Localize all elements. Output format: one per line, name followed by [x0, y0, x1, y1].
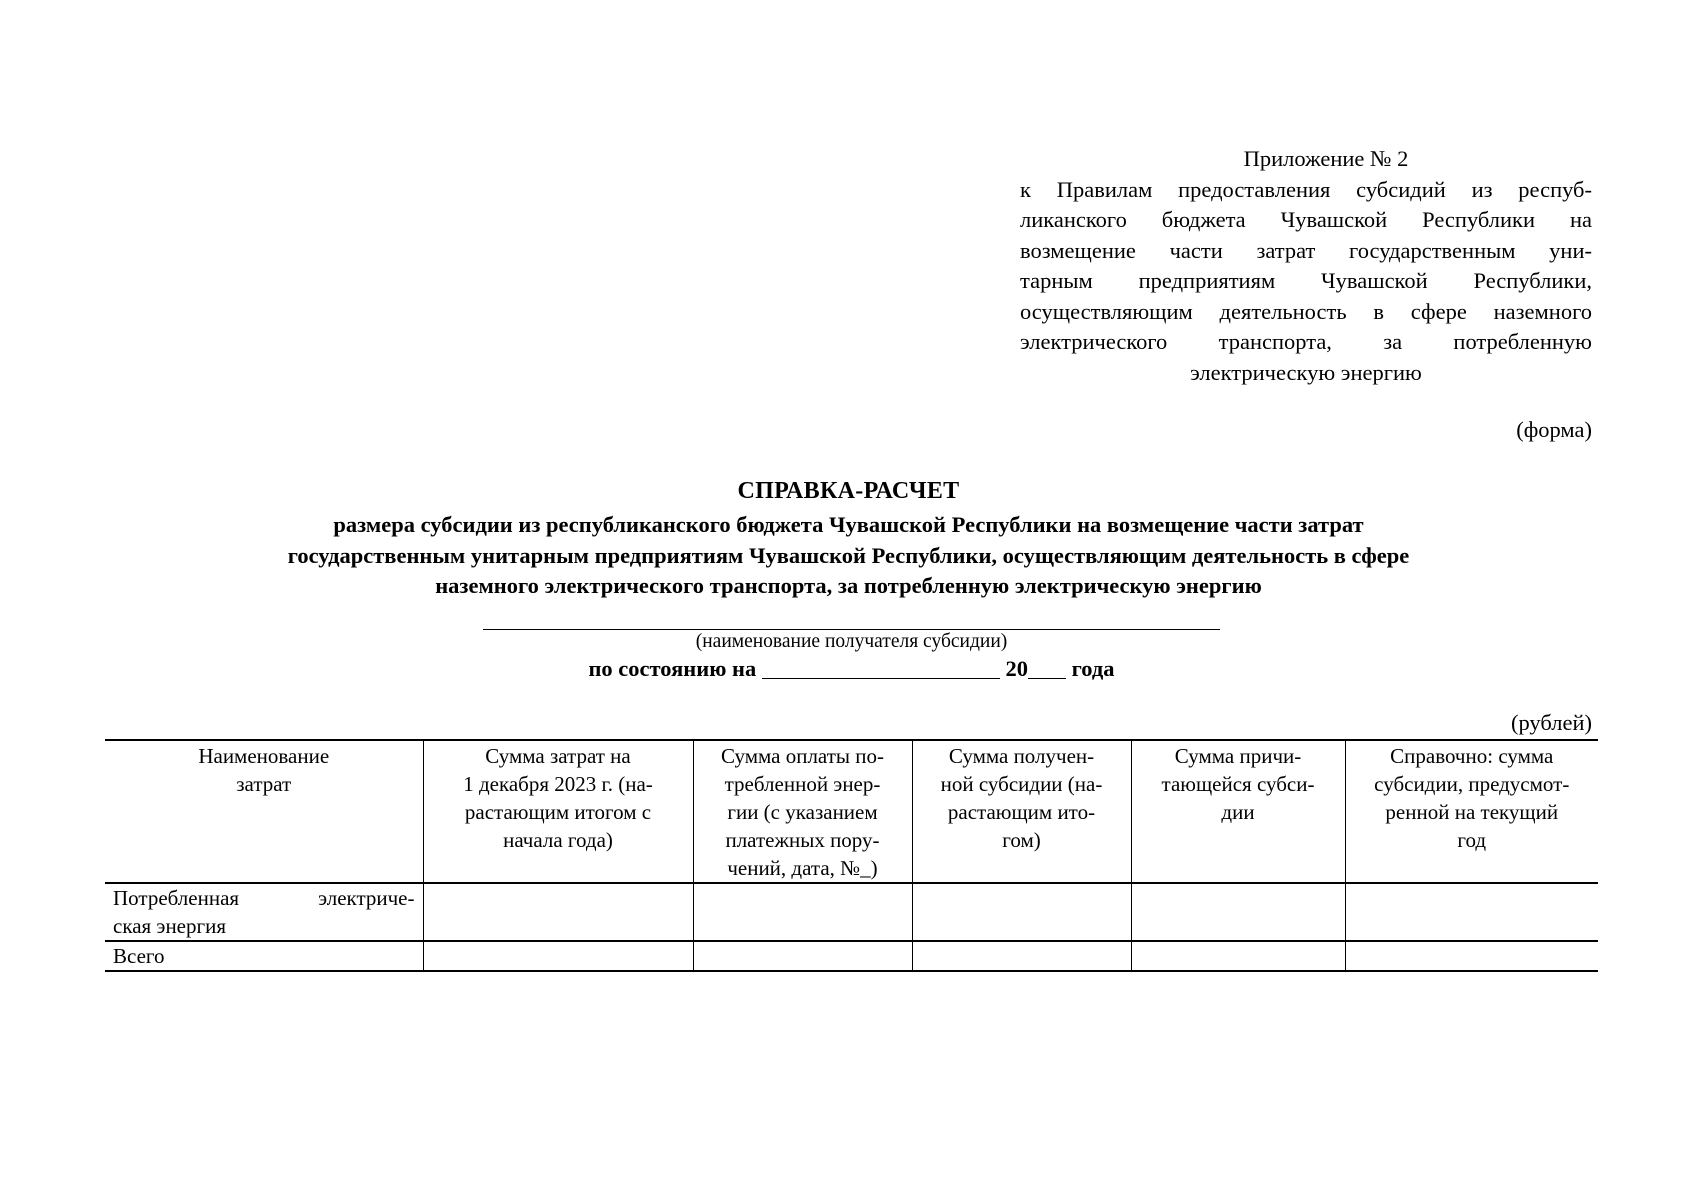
appendix-line: осуществляющим деятельность в сфере наземного — [1020, 298, 1592, 324]
header-line: требленной энер- — [724, 772, 881, 796]
row-label-line: Всего — [113, 944, 165, 968]
table-cell[interactable] — [1345, 883, 1598, 941]
status-suffix: года — [1071, 656, 1115, 681]
year-field[interactable] — [1028, 656, 1066, 679]
appendix-line: электрическую энергию — [1190, 359, 1422, 385]
header-line: платежных пору- — [725, 828, 880, 852]
header-line: начала года) — [503, 828, 613, 852]
column-header — [1131, 740, 1345, 883]
table-cell[interactable] — [1345, 941, 1598, 971]
appendix-line: электрического транспорта, за потребленную — [1020, 329, 1592, 354]
table-cell[interactable] — [693, 883, 912, 941]
header-line: Сумма оплаты по- — [721, 744, 884, 768]
year-prefix: 20 — [1005, 656, 1028, 681]
subtitle-line: размера субсидии из республиканского бюджета Чувашской Республики на возмещение части затрат — [333, 512, 1364, 537]
header-line: гии (с указанием — [727, 800, 878, 824]
header-line: растающим итогом с — [464, 800, 652, 824]
row-label-line: Потребленная электриче- — [113, 886, 415, 910]
status-prefix: по состоянию на — [588, 656, 757, 681]
table-header-row — [105, 740, 1598, 883]
appendix-block — [1020, 144, 1592, 388]
table-cell[interactable] — [693, 941, 912, 971]
table-row-total — [105, 941, 1598, 971]
header-line: ренной на текущий — [1385, 800, 1559, 824]
appendix-title: Приложение № 2 — [1243, 146, 1409, 171]
cost-table — [105, 739, 1598, 972]
header-line: Справочно: сумма — [1390, 744, 1554, 768]
table-cell[interactable] — [423, 883, 693, 941]
row-label-cell — [105, 883, 423, 941]
header-line: затрат — [236, 772, 292, 796]
document-subtitle — [150, 510, 1547, 602]
table-row — [105, 883, 1598, 941]
appendix-line: к Правилам предоставления субсидий из респуб- — [1020, 176, 1592, 202]
header-line: растающим ито- — [947, 800, 1096, 824]
header-line: гом) — [1002, 828, 1041, 852]
subtitle-line: государственным унитарным предприятиям Чувашской Республики, осуществляющим деятельность в сфере — [287, 542, 1410, 568]
table-cell[interactable] — [912, 883, 1131, 941]
header-line: 1 декабря 2023 г. (на- — [463, 772, 653, 796]
header-line: тающейся субси- — [1161, 772, 1315, 796]
header-line: дии — [1221, 800, 1255, 824]
subtitle-line: наземного электрического транспорта, за потребленную электрическую энергию — [435, 573, 1262, 598]
header-line: субсидии, предусмот- — [1374, 772, 1570, 796]
appendix-line: возмещение части затрат государственным уни- — [1020, 237, 1592, 263]
header-line: Наименование — [198, 744, 330, 768]
table-cell[interactable] — [912, 941, 1131, 971]
row-label-cell — [105, 941, 423, 971]
header-line: Сумма причи- — [1174, 744, 1302, 768]
table-cell[interactable] — [1131, 883, 1345, 941]
form-label: (форма) — [1516, 417, 1592, 442]
column-header — [105, 740, 423, 883]
header-line: Сумма получен- — [948, 744, 1095, 768]
recipient-caption: (наименование получателя субсидии) — [695, 631, 1008, 652]
column-header — [1345, 740, 1598, 883]
table-cell[interactable] — [423, 941, 693, 971]
document-title: СПРАВКА-РАСЧЕТ — [737, 478, 960, 504]
column-header — [693, 740, 912, 883]
column-header — [423, 740, 693, 883]
recipient-name-field[interactable] — [483, 629, 1220, 630]
appendix-line: ликанского бюджета Чувашской Республики на — [1020, 207, 1592, 232]
header-line: год — [1457, 828, 1487, 852]
units-label: (рублей) — [1510, 710, 1592, 735]
date-field[interactable] — [762, 656, 1000, 679]
appendix-line: тарным предприятиям Чувашской Республики, — [1020, 268, 1592, 293]
row-label-line: ская энергия — [113, 914, 227, 938]
header-line: чений, дата, №_) — [727, 856, 878, 880]
header-line: ной субсидии (на- — [940, 772, 1103, 796]
header-line: Сумма затрат на — [485, 744, 631, 768]
status-date-line — [483, 656, 1220, 682]
column-header — [912, 740, 1131, 883]
table-cell[interactable] — [1131, 941, 1345, 971]
